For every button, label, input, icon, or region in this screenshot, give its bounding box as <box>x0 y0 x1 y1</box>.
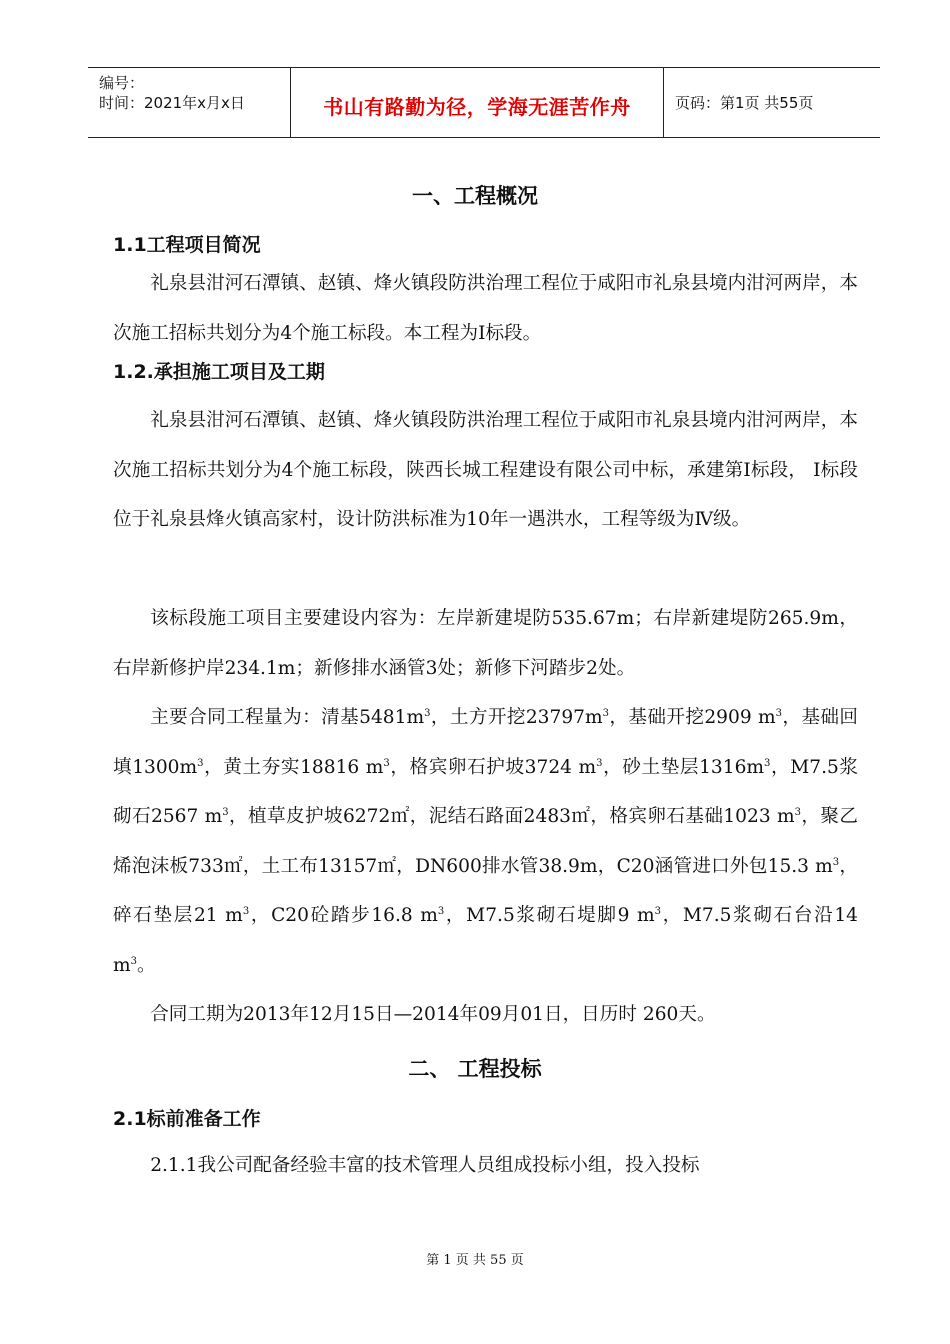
quantity-text-segment: 主要合同工程量为：清基5481m <box>150 707 425 728</box>
motto-text: 书山有路勤为径，学海无涯苦作舟 <box>323 95 631 119</box>
quantity-text-segment: ，C20砼踏步16.8 m <box>249 905 438 926</box>
document-header <box>88 67 880 138</box>
cubic-superscript: 3 <box>383 757 390 769</box>
cubic-superscript: 3 <box>764 757 771 769</box>
quantity-text-segment: ，M7.5浆砌石2567 m <box>113 756 859 827</box>
cubic-superscript: 3 <box>775 707 782 719</box>
page-footer: 第 1 页 共 55 页 <box>426 1253 524 1268</box>
quantity-text-segment: ，基础回填1300m <box>113 707 858 778</box>
contract-period-paragraph: 合同工期为2013年12月15日—2014年09月01日，日历时 260天。 <box>150 1004 716 1025</box>
section-2-title: 二、 工程投标 <box>408 1057 542 1081</box>
cubic-superscript: 3 <box>424 707 431 719</box>
quantity-text-segment: ，植草皮护坡6272㎡，泥结石路面2483㎡，格宾卵石基础1023 m <box>228 806 795 827</box>
subsection-1-1-paragraph: 礼泉县泔河石潭镇、赵镇、烽火镇段防洪治理工程位于咸阳市礼泉县境内泔河两岸，本次施工招标共划分为4个施工标段。本工程为Ⅰ标段。 <box>113 273 858 344</box>
section-1-title: 一、工程概况 <box>412 184 538 208</box>
quantity-text-segment: ，聚乙烯泡沫板733㎡，土工布13157㎡，DN600排水管38.9m，C20涵管进口外包15.3 m <box>113 806 858 877</box>
cubic-superscript: 3 <box>832 856 840 868</box>
subsection-1-2-paragraph-1: 礼泉县泔河石潭镇、赵镇、烽火镇段防洪治理工程位于咸阳市礼泉县境内泔河两岸，本次施工招标共划分为4个施工标段，陕西长城工程建设有限公司中标，承建第Ⅰ标段， Ⅰ标段位于礼泉县烽火镇高家村，设计防洪标准为10年一遇洪水，工程等级为Ⅳ级。 <box>113 410 858 530</box>
header-page-cell <box>664 68 880 137</box>
quantity-text-segment: ，碎石垫层21 m <box>113 855 858 926</box>
subsection-1-2-title: 1.2.承担施工项目及工期 <box>113 361 325 383</box>
subsection-2-1-title: 2.1标前准备工作 <box>113 1108 261 1130</box>
quantity-text-segment: 。 <box>137 954 156 976</box>
quantity-text-segment: ，黄土夯实18816 m <box>203 756 384 778</box>
subsection-1-1-title: 1.1工程项目简况 <box>113 234 261 256</box>
cubic-superscript: 3 <box>437 905 445 917</box>
cubic-superscript: 3 <box>197 757 204 769</box>
subsection-1-2-paragraph-2: 该标段施工项目主要建设内容为：左岸新建堤防535.67m；右岸新建堤防265.9m，右岸新修护岸234.1m；新修排水涵管3处；新修下河踏步2处。 <box>113 608 858 679</box>
quantity-text-segment: ，基础开挖2909 m <box>608 707 776 728</box>
quantity-text-segment: ，M7.5浆砌石台沿14 m <box>113 905 858 976</box>
cubic-superscript: 3 <box>654 905 661 917</box>
page-info: 页码：第1页 共55页 <box>675 94 814 112</box>
quantity-text-segment: ，砂土垫层1316m <box>602 756 765 778</box>
header-meta-cell <box>88 68 291 137</box>
cubic-superscript: 3 <box>222 806 229 818</box>
quantity-text-segment: ，M7.5浆砌石堤脚9 m <box>444 905 655 926</box>
subsection-2-1-paragraph: 2.1.1我公司配备经验丰富的技术管理人员组成投标小组，投入投标 <box>150 1155 700 1176</box>
cubic-superscript: 3 <box>130 955 138 967</box>
code-label: 编号： <box>99 74 145 92</box>
cubic-superscript: 3 <box>602 707 609 719</box>
cubic-superscript: 3 <box>596 757 603 769</box>
date-label: 时间：2021年x月x日 <box>99 94 245 112</box>
quantities-paragraph <box>113 693 858 990</box>
header-motto-cell <box>291 68 664 137</box>
cubic-superscript: 3 <box>242 905 250 917</box>
quantity-text-segment: ，格宾卵石护坡3724 m <box>389 756 597 778</box>
cubic-superscript: 3 <box>794 806 801 818</box>
quantity-text-segment: ，土方开挖23797m <box>430 707 603 728</box>
